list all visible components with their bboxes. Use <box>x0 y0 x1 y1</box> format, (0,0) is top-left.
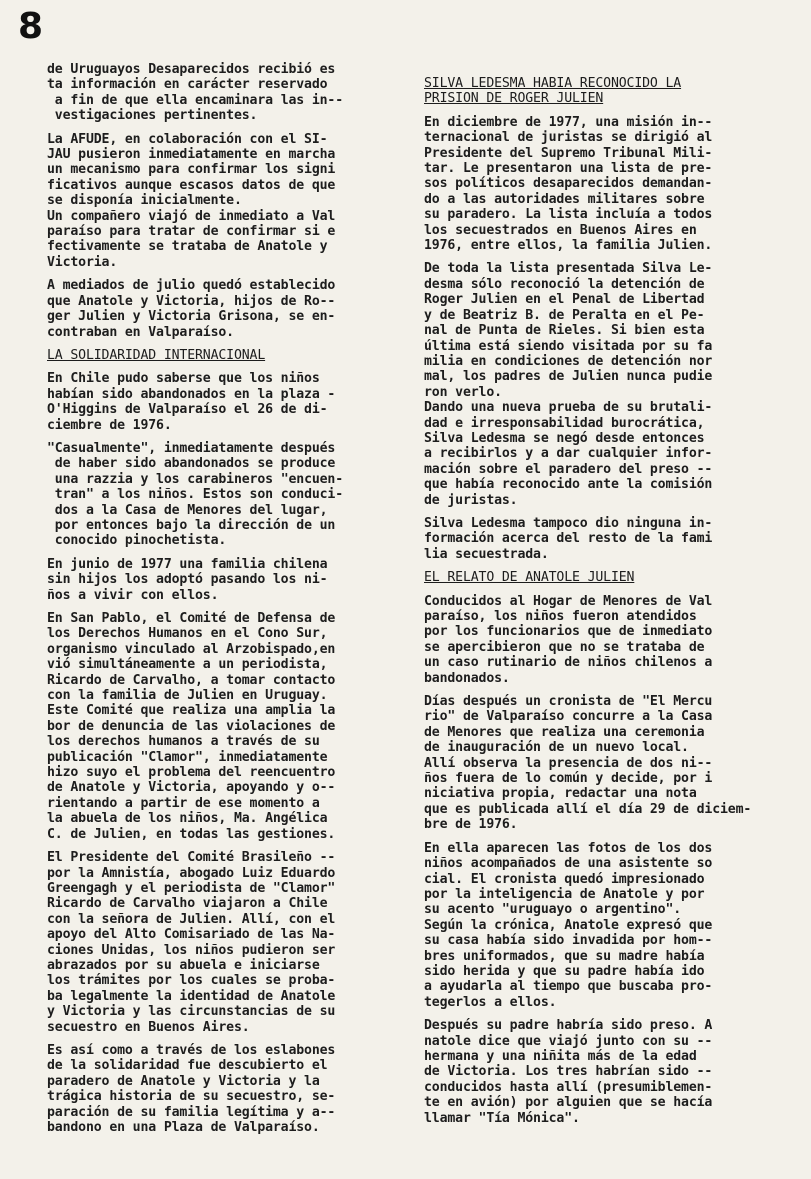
paragraph: De toda la lista presentada Silva Le- desma sólo reconoció la detención de Roger Julien en el Penal de Libertad y de Beatriz B. de Peralta en el Pe- nal de Punta de Rieles. Si bien esta última está siendo visitada por su fa milia en condiciones de detención nor mal, los padres de Julien nunca pudie ron verlo. <box>424 261 713 400</box>
paragraph: El Presidente del Comité Brasileño -- por la Amnistía, abogado Luiz Eduardo Greengagh y el periodista de "Clamor" Ricardo de Carvalho viajaron a Chile con la señora de Julien. Allí, con el apoyo del Alto Comisariado de las Na- ciones Unidas, los niños pudieron ser abrazados por su abuela e iniciarse los trámites por los cuales se proba- ba legalmente la identidad de Anatole y Victoria y las circunstancias de su secuestro en Buenos Aires. <box>47 850 336 1035</box>
paragraph: La AFUDE, en colaboración con el SI- JAU pusieron inmediatamente en marcha un mecanismo para confirmar los signi ficativos aunque escasos datos de que se disponía inicialmente. <box>47 131 336 209</box>
paragraph: Es así como a través de los eslabones de la solidaridad fue descubierto el paradero de Anatole y Victoria y la trágica historia de su secuestro, se- paración de su familia legítima y a-- bandono en una Plaza de Valparaíso. <box>47 1042 336 1135</box>
paragraph: A mediados de julio quedó establecido que Anatole y Victoria, hijos de Ro-- ger Julien y Victoria Grisona, se en- contraban en Valparaíso. <box>47 278 336 340</box>
section-heading-solidaridad: LA SOLIDARIDAD INTERNACIONAL <box>47 347 266 363</box>
paragraph: Dando una nueva prueba de su brutali- dad e irresponsabilidad burocrática, Silva Ledesma se negó desde entonces a recibirlos y a dar cualquier infor- mación sobre el paradero del preso -- que había reconocido ante la comisión de juristas. <box>424 400 713 508</box>
paragraph: En San Pablo, el Comité de Defensa de los Derechos Humanos en el Cono Sur, organismo vinculado al Arzobispado,en vió simultáneamente a un periodista, Ricardo de Carvalho, a tomar contacto con la familia de Julien en Uruguay. Este Comité que realiza una amplia la bor de denuncia de las violaciones de los derechos humanos a través de su publicación "Clamor", inmediatamente hizo suyo el problema del reencuentro de Anatole y Victoria, apoyando y o-- rientando a partir de ese momento a la abuela de los niños, Ma. Angélica C. de Julien, en todas las gestiones. <box>47 611 336 842</box>
section-heading-relato: EL RELATO DE ANATOLE JULIEN <box>424 570 635 586</box>
paragraph: Conducidos al Hogar de Menores de Val paraíso, los niños fueron atendidos por los funcionarios que de inmediato se apercibieron que no se trataba de un caso rutinario de niños chilenos a bandonados. <box>424 593 713 686</box>
section-heading-silva-ledesma: SILVA LEDESMA HABIA RECONOCIDO LA PRISION DE ROGER JULIEN <box>424 76 682 107</box>
paragraph: Después su padre habría sido preso. A natole dice que viajó junto con su -- hermana y una niñita más de la edad de Victoria. Los tres habrían sido -- conducidos hasta allí (presumiblemen- te en avión) por alguien que se hacía llamar "Tía Mónica". <box>424 1018 713 1126</box>
right-column <box>424 76 780 1134</box>
paragraph: Silva Ledesma tampoco dio ninguna in- formación acerca del resto de la fami lia secuestrada. <box>424 515 713 562</box>
paragraph: En Chile pudo saberse que los niños habían sido abandonados en la plaza - O'Higgins de Valparaíso el 26 de di- ciembre de 1976. <box>47 371 336 433</box>
paragraph: En ella aparecen las fotos de los dos niños acompañados de una asistente so cial. El cronista quedó impresionado por la inteligencia de Anatole y por su acento "uruguayo o argentino". Según la crónica, Anatole expresó que su casa había sido invadida por hom-- bres uniformados, que su madre había sido herida y que su padre había ido a ayudarla al tiempo que buscaba pro- tegerlos a ellos. <box>424 840 713 1010</box>
paragraph: Un compañero viajó de inmediato a Val paraíso para tratar de confirmar si e fectivamente se trataba de Anatole y Victoria. <box>47 208 336 270</box>
paragraph: En diciembre de 1977, una misión in-- ternacional de juristas se dirigió al Presidente del Supremo Tribunal Mili- tar. Le presentaron una lista de pre- sos políticos desaparecidos demandan- do a las autoridades militares sobre su paradero. La lista incluía a todos los secuestrados en Buenos Aires en 1976, entre ellos, la familia Julien. <box>424 114 713 254</box>
paragraph: Días después un cronista de "El Mercu rio" de Valparaíso concurre a la Casa de Menores que realiza una ceremonia de inauguración de un nuevo local. Allí observa la presencia de dos ni-- ños fuera de lo común y decide, por i niciativa propia, redactar una nota que es publicada allí el día 29 de diciem- bre de 1976. <box>424 694 752 833</box>
page-number: 8 <box>18 6 44 47</box>
paragraph: "Casualmente", inmediatamente después de haber sido abandonados se produce una razzia y los carabineros "encuen- tran" a los niños. Estos son conduci- dos a la Casa de Menores del lugar, por entonces bajo la dirección de un conocido pinochetista. <box>47 440 344 549</box>
paragraph: de Uruguayos Desaparecidos recibió es ta información en carácter reservado a fin de que ella encaminara las in-- vestigaciones pertinentes. <box>47 62 344 124</box>
paragraph: En junio de 1977 una familia chilena sin hijos los adoptó pasando los ni- ños a vivir con ellos. <box>47 556 328 603</box>
left-column <box>47 62 403 1143</box>
